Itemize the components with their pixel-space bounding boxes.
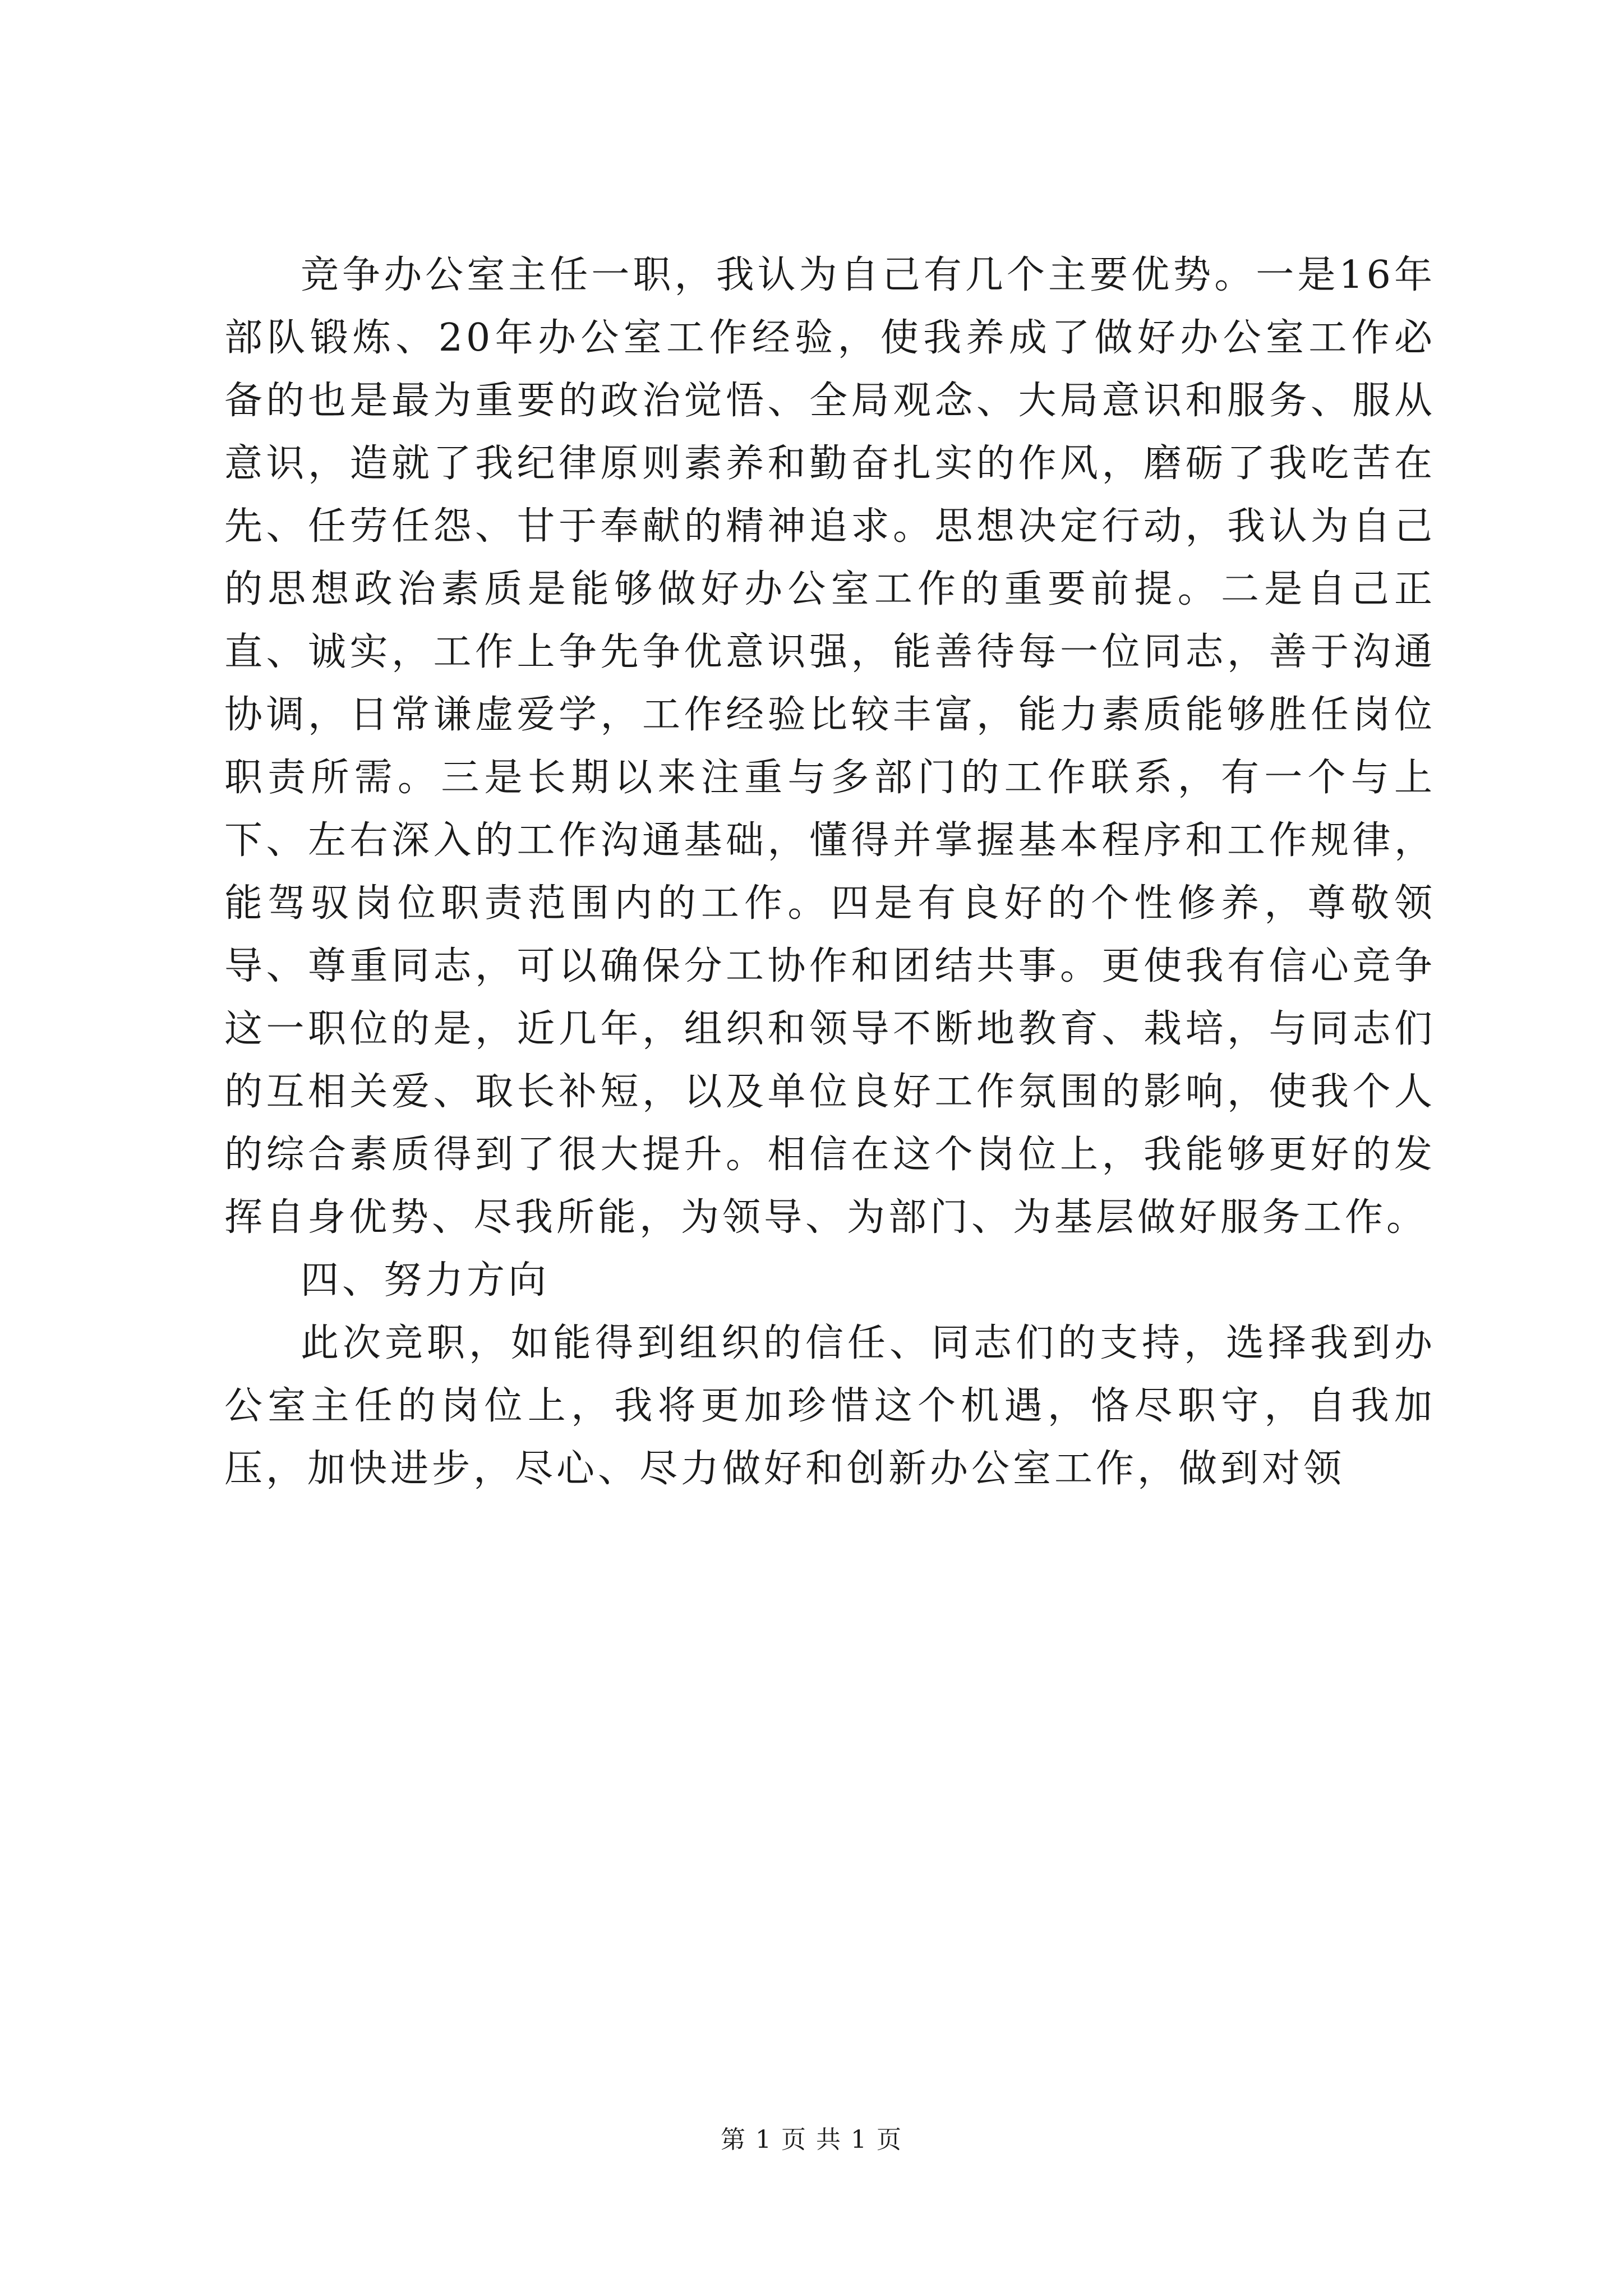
page-footer: 第 1 页 共 1 页 (721, 2125, 902, 2154)
document-body (224, 244, 1436, 1501)
section-heading-effort-direction: 四、努力方向 (301, 1258, 550, 1303)
paragraph-commitment: 此次竞职，如能得到组织的信任、同志们的支持，选择我到办公室主任的岗位上，我将更加珍惜这个机遇，恪尽职守，自我加压，加快进步，尽心、尽力做好和创新办公室工作，做到对领 (224, 1321, 1436, 1491)
paragraph-advantages: 竞争办公室主任一职，我认为自己有几个主要优势。一是16年部队锻炼、20年办公室工作经验，使我养成了做好办公室工作必备的也是最为重要的政治觉悟、全局观念、大局意识和服务、服从意识，造就了我纪律原则素养和勤奋扎实的作风，磨砺了我吃苦在先、任劳任怨、甘于奉献的精神追求。思想决定行动，我认为自己的思想政治素质是能够做好办公室工作的重要前提。二是自己正直、诚实，工作上争先争优意识强，能善待每一位同志，善于沟通协调，日常谦虚爱学，工作经验比较丰富，能力素质能够胜任岗位职责所需。三是长期以来注重与多部门的工作联系，有一个与上下、左右深入的工作沟通基础，懂得并掌握基本程序和工作规律，能驾驭岗位职责范围内的工作。四是有良好的个性修养，尊敬领导、尊重同志，可以确保分工协作和团结共事。更使我有信心竞争这一职位的是，近几年，组织和领导不断地教育、栽培，与同志们的互相关爱、取长补短，以及单位良好工作氛围的影响，使我个人的综合素质得到了很大提升。相信在这个岗位上，我能够更好的发挥自身优势、尽我所能，为领导、为部门、为基层做好服务工作。 (224, 253, 1436, 1240)
